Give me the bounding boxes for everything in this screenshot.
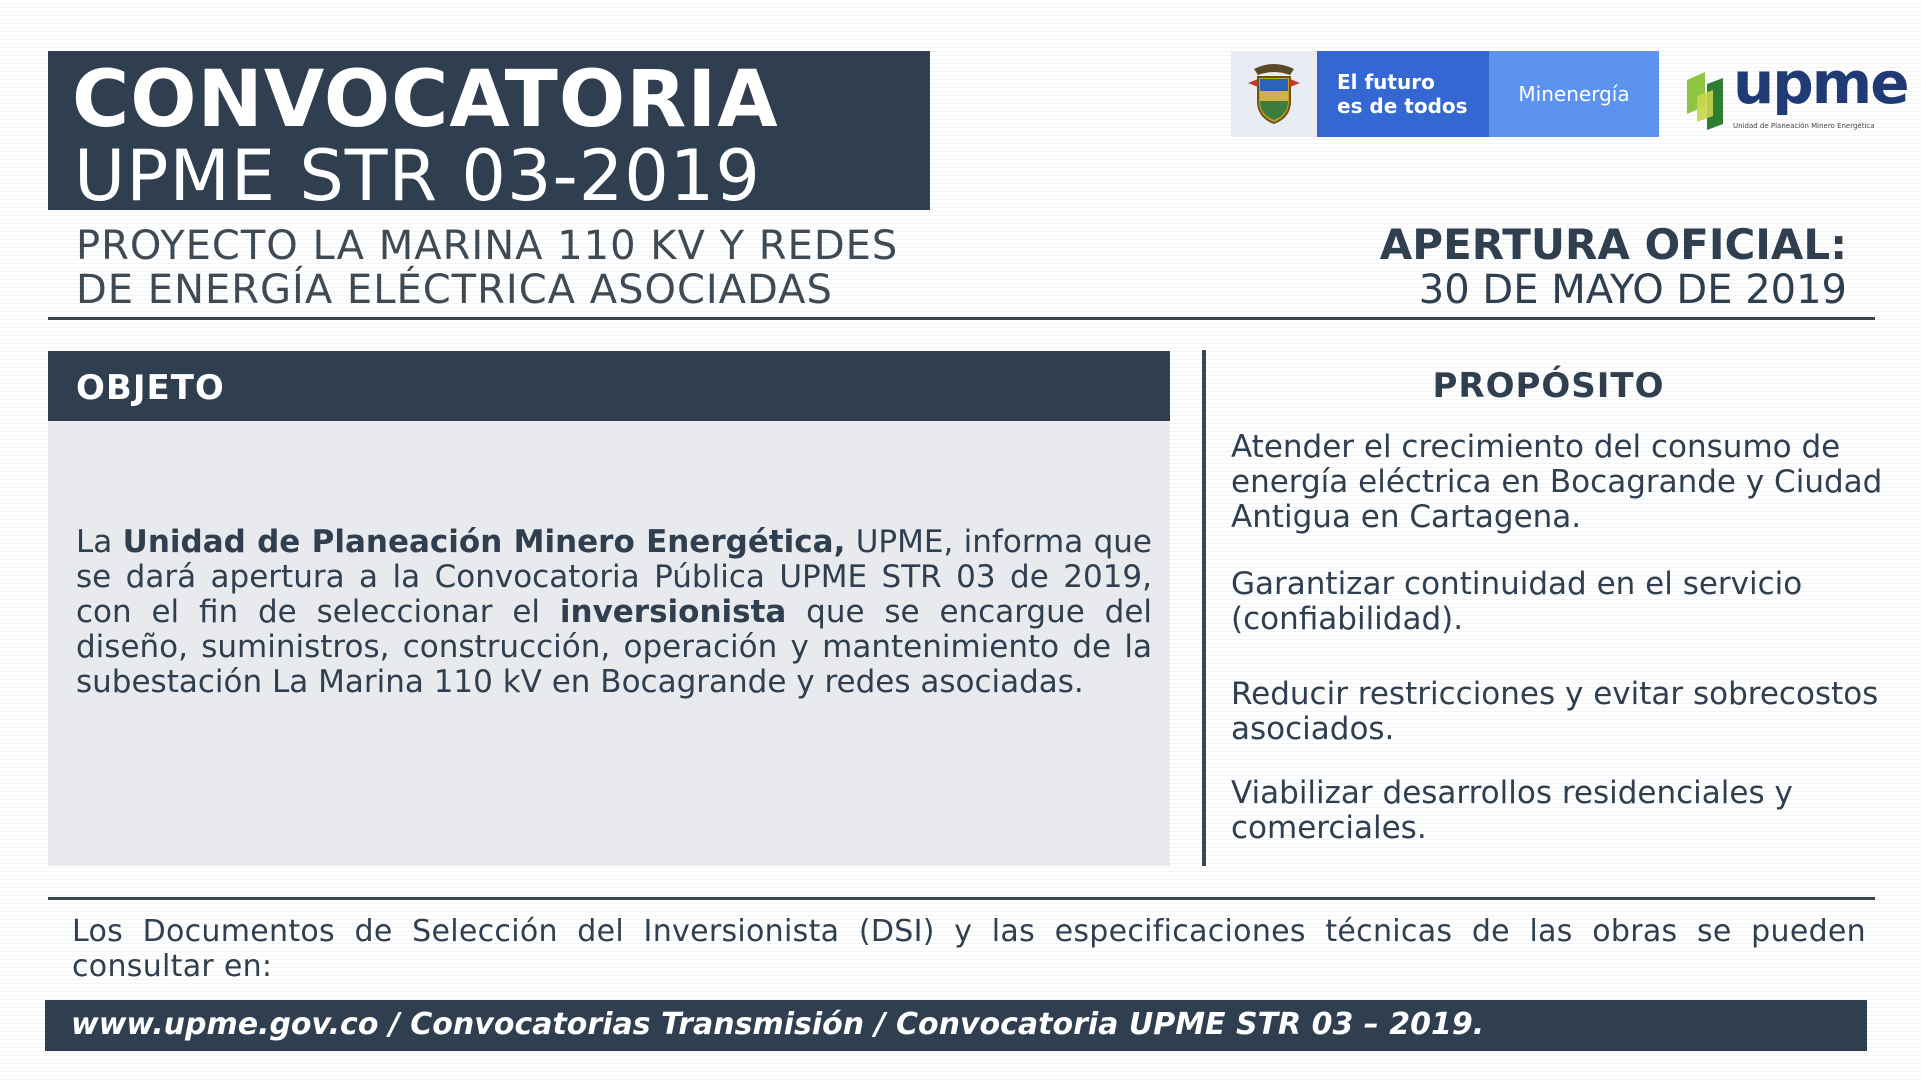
header-divider bbox=[48, 317, 1875, 320]
proposito-item: Reducir restricciones y evitar sobrecostos asociados. bbox=[1231, 676, 1879, 747]
coat-of-arms-icon bbox=[1231, 51, 1317, 137]
objeto-text-part: UPME, informa que se dará apertura a la Convocatoria Pública UPME STR 03 de 2019, con el fin de seleccionar el bbox=[76, 524, 1152, 630]
apertura-date: 30 DE MAYO DE 2019 bbox=[1418, 267, 1847, 313]
objeto-text-part: que se encargue del diseño, suministros, construcción, operación y mantenimiento de la subestación La Marina 110 kV en Bocagrande y redes asociadas. bbox=[76, 594, 1152, 700]
objeto-text-part: La bbox=[76, 524, 123, 560]
objeto-paragraph bbox=[76, 525, 1152, 700]
footer-note: Los Documentos de Selección del Inversionista (DSI) y las especificaciones técnicas de las obras se pueden consultar en: bbox=[72, 914, 1866, 984]
proposito-item: Garantizar continuidad en el servicio (confiabilidad). bbox=[1231, 566, 1803, 637]
footer-divider bbox=[48, 897, 1875, 900]
page-title: CONVOCATORIA bbox=[72, 55, 779, 145]
upme-mark-icon bbox=[1683, 66, 1729, 132]
upme-logo bbox=[1683, 49, 1908, 138]
ministry-name: Minenergía bbox=[1489, 51, 1659, 137]
government-logo bbox=[1231, 51, 1659, 137]
gov-slogan bbox=[1317, 51, 1489, 137]
proposito-item: Viabilizar desarrollos residenciales y comerciales. bbox=[1231, 775, 1793, 846]
objeto-entity-name: Unidad de Planeación Minero Energética, bbox=[122, 524, 846, 560]
title-banner bbox=[48, 51, 930, 217]
objeto-header bbox=[48, 351, 1170, 421]
upme-tagline: Unidad de Planeación Minero Energética bbox=[1733, 122, 1875, 130]
objeto-inversionista: inversionista bbox=[559, 594, 787, 630]
apertura-label: APERTURA OFICIAL: bbox=[1379, 220, 1847, 269]
subtitle-line-1: PROYECTO LA MARINA 110 KV Y REDES bbox=[76, 223, 899, 269]
website-link[interactable]: www.upme.gov.co / Convocatorias Transmisión / Convocatoria UPME STR 03 – 2019. bbox=[71, 1007, 1485, 1042]
proposito-heading: PROPÓSITO bbox=[1432, 366, 1665, 406]
footer-link-bar bbox=[45, 1000, 1867, 1051]
subtitle-line-2: DE ENERGÍA ELÉCTRICA ASOCIADAS bbox=[76, 267, 833, 313]
gov-slogan-line-1: El futuro bbox=[1337, 70, 1435, 94]
objeto-heading: OBJETO bbox=[76, 368, 225, 408]
proposito-item: Atender el crecimiento del consumo de energía eléctrica en Bocagrande y Ciudad Antigua en Cartagena. bbox=[1231, 429, 1883, 535]
gov-slogan-line-2: es de todos bbox=[1337, 94, 1468, 118]
upme-wordmark: upme bbox=[1733, 49, 1908, 117]
convocatoria-code: UPME STR 03-2019 bbox=[74, 135, 761, 217]
objeto-panel bbox=[48, 421, 1170, 866]
section-divider bbox=[1202, 350, 1206, 866]
project-subtitle bbox=[76, 224, 976, 312]
